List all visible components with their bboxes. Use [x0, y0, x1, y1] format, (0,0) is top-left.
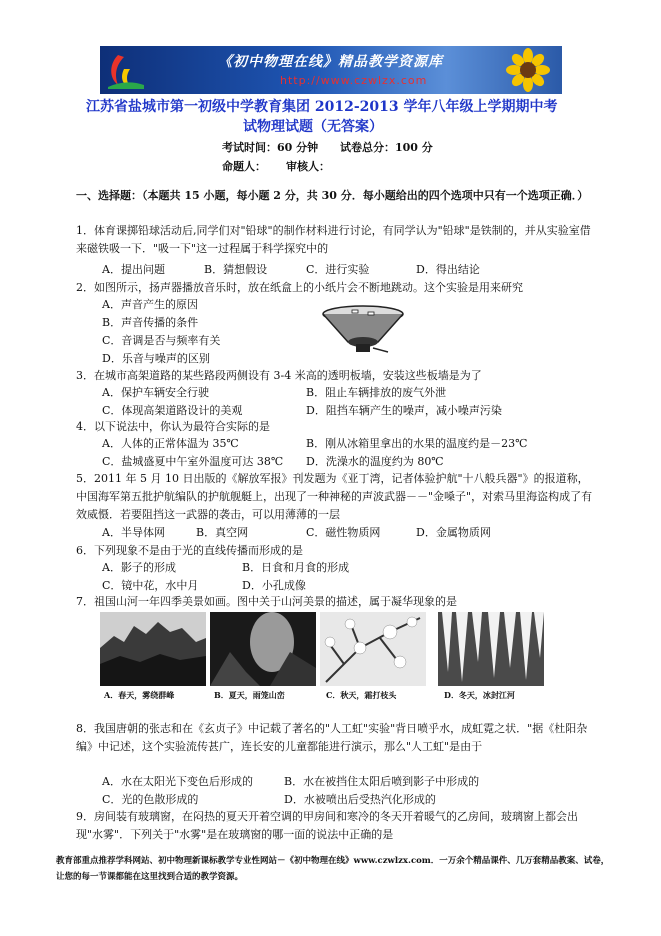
question-6: 6．下列现象不是由于光的直线传播而形成的是: [76, 544, 303, 557]
spring-mist-photo: [100, 612, 206, 686]
q8-option-c: C．光的色散形成的: [102, 793, 199, 806]
q3-option-c: C．体现高架道路设计的美观: [102, 404, 243, 417]
autumn-frost-photo: [320, 612, 426, 686]
question-1: 1．体育课掷铅球活动后,同学们对"铅球"的制作材料进行讨论，有同学认为"铅球"是铁制的，并从实验室借来磁铁吸一下．"吸一下"这一过程属于科学探究中的: [76, 224, 591, 255]
q5-option-b: B．真空网: [196, 526, 249, 539]
sunflower-icon: [498, 48, 558, 92]
q4-option-a: A．人体的正常体温为 35℃: [102, 437, 239, 450]
q7-option-a: A．春天，雾绕群峰: [104, 690, 175, 700]
q1-option-b: B．猜想假设: [204, 263, 268, 276]
q5-option-c: C．磁性物质网: [306, 526, 381, 539]
question-2: 2．如图所示，扬声器播放音乐时，放在纸盒上的小纸片会不断地跳动。这个实验是用来研究: [76, 281, 523, 294]
question-7: 7．祖国山河一年四季美景如画。图中关于山河美景的描述，属于凝华现象的是: [76, 595, 457, 608]
q6-option-c: C．镜中花，水中月: [102, 579, 199, 592]
q3-option-b: B．阻止车辆排放的废气外泄: [306, 386, 447, 399]
question-3: 3．在城市高架道路的某些路段两侧设有 3-4 米高的透明板墙，安装这些板墙是为了: [76, 369, 482, 382]
section-heading: 一、选择题：（本题共 15 小题，每小题 2 分，共 30 分．每小题给出的四个选项中只有一个选项正确．）: [76, 189, 589, 202]
q7-option-c: C．秋天，霜打枝头: [326, 690, 397, 700]
q6-option-b: B．日食和月食的形成: [242, 561, 350, 574]
q1-option-d: D．得出结论: [416, 263, 480, 276]
q5-option-d: D．金属物质网: [416, 526, 491, 539]
q1-option-a: A．提出问题: [102, 263, 165, 276]
q7-option-b: B．夏天，雨笼山峦: [214, 690, 285, 700]
proposer-label: 命题人：: [222, 160, 266, 173]
summer-rain-photo: [210, 612, 316, 686]
q8-option-d: D．水被喷出后受热汽化形成的: [284, 793, 436, 806]
q2-option-c: C．音调是否与频率有关: [102, 334, 221, 347]
q6-option-d: D．小孔成像: [242, 579, 306, 592]
question-8: 8．我国唐朝的张志和在《玄贞子》中记载了著名的"人工虹"实验"背日喷乎水，成虹霓之状．"据《杜阳杂编》中记述，这个实验流传甚广，连长安的儿童都能进行演示，那么"人工虹"是由于: [76, 722, 588, 753]
q2-option-b: B．声音传播的条件: [102, 316, 199, 329]
site-logo-icon: [104, 49, 148, 91]
q5-option-a: A．半导体网: [102, 526, 165, 539]
q4-option-c: C．盐城盛夏中午室外温度可达 38℃: [102, 455, 284, 468]
q2-option-d: D．乐音与噪声的区别: [102, 352, 210, 365]
exam-title-line2: 试物理试题（无答案）: [243, 119, 383, 135]
q1-option-c: C．进行实验: [306, 263, 370, 276]
exam-title-line1: 江苏省盐城市第一初级中学教育集团 2012-2013 学年八年级上学期期中考: [86, 99, 558, 115]
q2-option-a: A．声音产生的原因: [102, 298, 198, 311]
page-footer: 教育部重点推荐学科网站、初中物理新课标教学专业性网站－《初中物理在线》www.czwlzx.com．一万余个精品课件、几万套精品教案、试卷，让您的每一节课都能在这里找到合适的教学资源。: [56, 856, 610, 882]
winter-ice-photo: [438, 612, 544, 686]
site-banner[interactable]: [100, 46, 562, 94]
speaker-diagram-icon: [318, 304, 408, 354]
q4-option-b: B．刚从冰箱里拿出的水果的温度约是－23℃: [306, 437, 528, 450]
banner-url[interactable]: http://www.czwlzx.com: [280, 74, 428, 87]
reviewer-label: 审核人：: [286, 160, 330, 173]
q3-option-d: D．阻挡车辆产生的噪声，减小噪声污染: [306, 404, 502, 417]
q7-option-d: D．冬天，冰封江河: [444, 690, 515, 700]
q4-option-d: D．洗澡水的温度约为 80℃: [306, 455, 444, 468]
exam-time: 考试时间：60 分钟: [222, 141, 319, 154]
q6-option-a: A．影子的形成: [102, 561, 176, 574]
question-4: 4．以下说法中，你认为最符合实际的是: [76, 420, 270, 433]
question-9: 9．房间装有玻璃窗，在闷热的夏天开着空调的甲房间和寒冷的冬天开着暖气的乙房间，玻璃窗上都会出现"水雾"．下列关于"水雾"是在玻璃窗的哪一面的说法中正确的是: [76, 810, 578, 841]
exam-score: 试卷总分：100 分: [340, 141, 433, 154]
q8-option-b: B．水在被挡住太阳后喷到影子中形成的: [284, 775, 480, 788]
q8-option-a: A．水在太阳光下变色后形成的: [102, 775, 253, 788]
banner-title: 《初中物理在线》精品教学资源库: [218, 54, 443, 70]
question-5: 5．2011 年 5 月 10 日出版的《解放军报》刊发题为《亚丁湾，记者体验护航"十八般兵器"》的报道称，中国海军第五批护航编队的护航舰艇上，出现了一种神秘的声波武器－－"金嗓子"，对索马里海盗构成了有效威慑．若要阻挡这一武器的袭击，可以用薄薄的一层: [76, 472, 593, 521]
q3-option-a: A．保护车辆安全行驶: [102, 386, 209, 399]
